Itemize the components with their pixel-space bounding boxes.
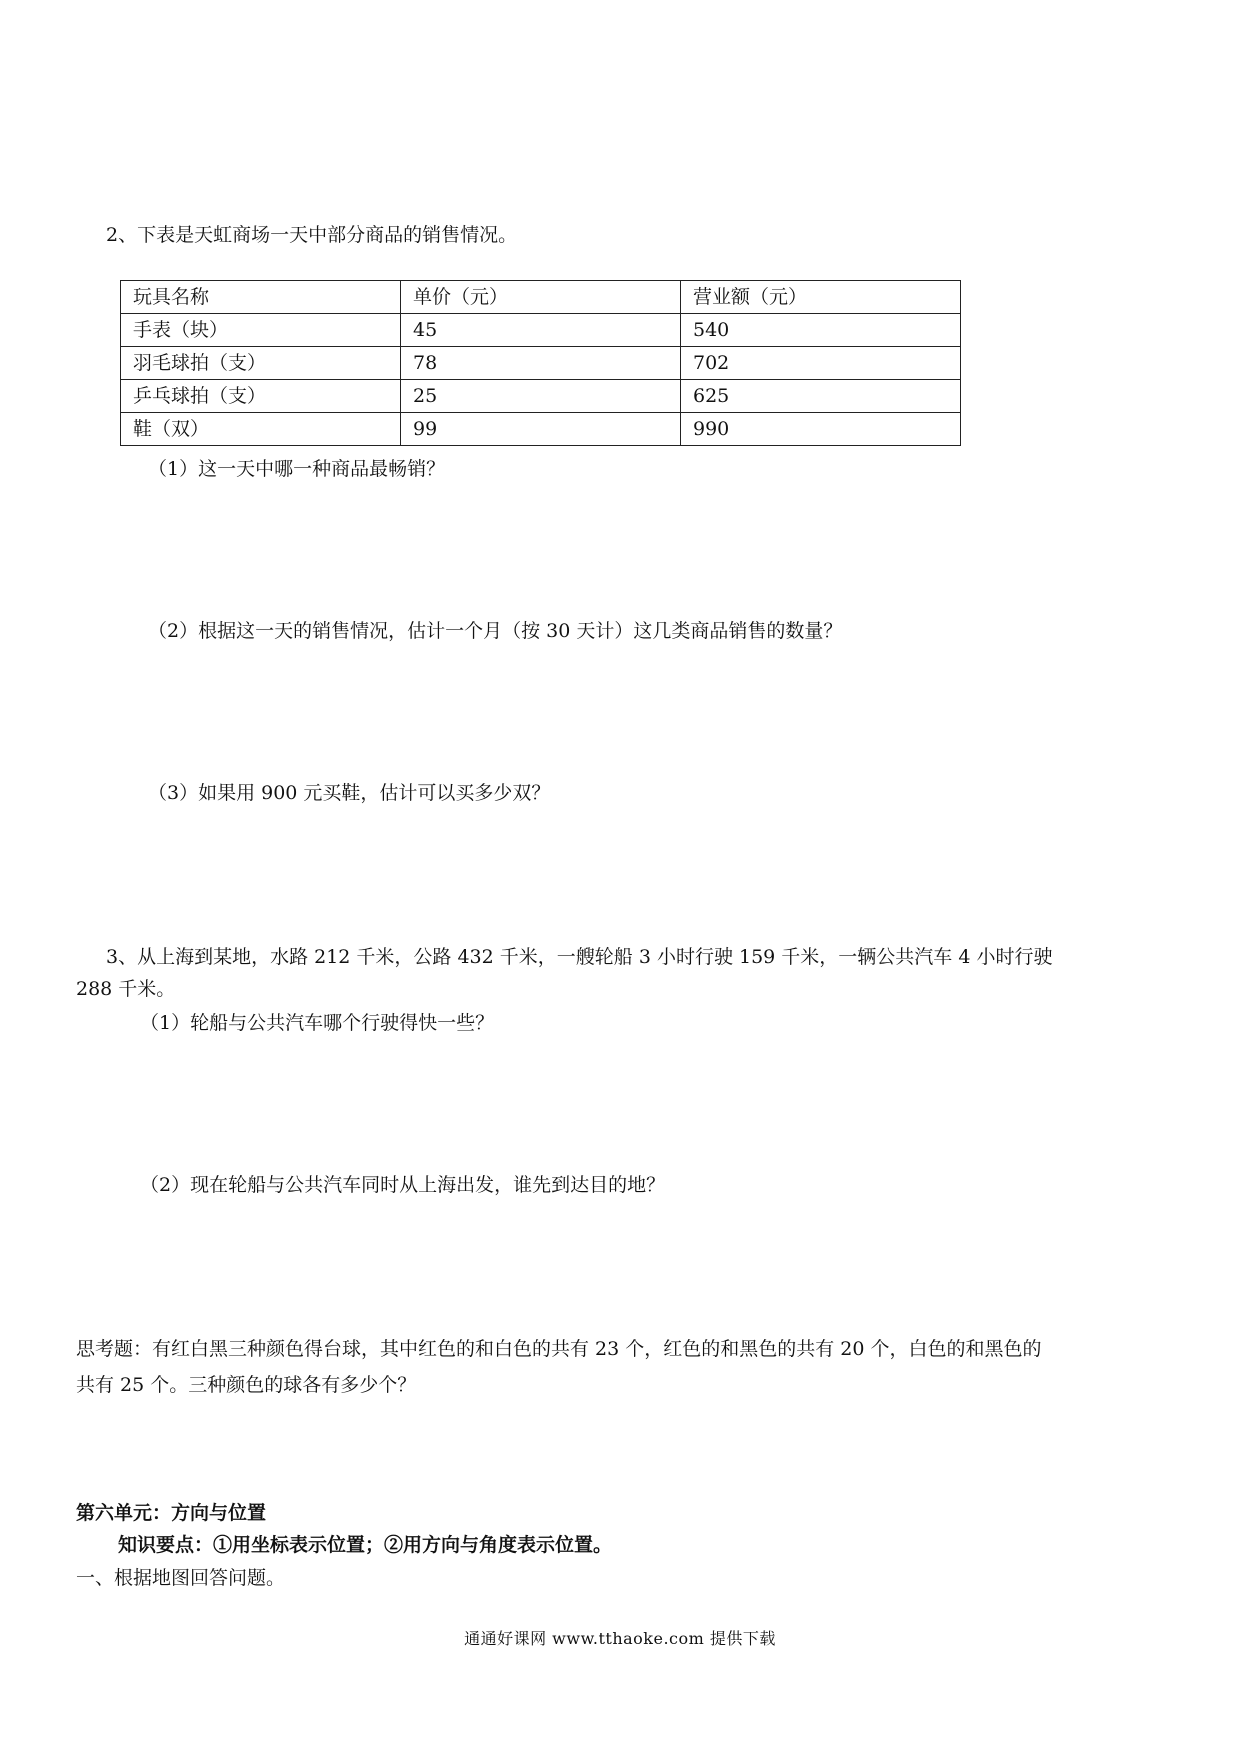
table-cell: 45 [401,314,681,347]
q2-title: 2、下表是天虹商场一天中部分商品的销售情况。 [106,224,518,246]
table-cell: 99 [401,413,681,446]
q2-sub1: （1）这一天中哪一种商品最畅销？ [148,458,446,480]
thinking-line2: 共有 25 个。三种颜色的球各有多少个？ [76,1374,417,1396]
q2-sub2: （2）根据这一天的销售情况，估计一个月（按 30 天计）这几类商品销售的数量？ [148,620,843,642]
table-header-cell: 单价（元） [401,281,681,314]
table-header-cell: 玩具名称 [121,281,401,314]
table-cell: 乒乓球拍（支） [121,380,401,413]
q3-sub2: （2）现在轮船与公共汽车同时从上海出发，谁先到达目的地？ [140,1174,666,1196]
table-cell: 625 [681,380,961,413]
table-row [121,347,961,380]
table-row [121,413,961,446]
q3-line1: 3、从上海到某地，水路 212 千米，公路 432 千米，一艘轮船 3 小时行驶 159 千米，一辆公共汽车 4 小时行驶 [106,946,1053,968]
q3-sub1: （1）轮船与公共汽车哪个行驶得快一些？ [140,1012,495,1034]
q3-line2: 288 千米。 [76,978,176,1000]
thinking-line1: 思考题：有红白黑三种颜色得台球，其中红色的和白色的共有 23 个，红色的和黑色的共有 20 个，白色的和黑色的 [76,1338,1042,1360]
table-cell: 702 [681,347,961,380]
table-row [121,380,961,413]
footer-text: 通通好课网 www.tthaoke.com 提供下载 [464,1629,776,1648]
table-cell: 25 [401,380,681,413]
table-header-row [121,281,961,314]
table-cell: 鞋（双） [121,413,401,446]
q2-sub3: （3）如果用 900 元买鞋，估计可以买多少双？ [148,782,551,804]
sales-table [120,280,961,446]
table-cell: 手表（块） [121,314,401,347]
table-cell: 990 [681,413,961,446]
unit6-key-points: 知识要点：①用坐标表示位置；②用方向与角度表示位置。 [118,1534,613,1556]
table-row [121,314,961,347]
table-cell: 78 [401,347,681,380]
table-header-cell: 营业额（元） [681,281,961,314]
table-cell: 羽毛球拍（支） [121,347,401,380]
table-cell: 540 [681,314,961,347]
unit6-q1: 一、根据地图回答问题。 [76,1567,286,1589]
unit6-title: 第六单元：方向与位置 [76,1502,267,1524]
